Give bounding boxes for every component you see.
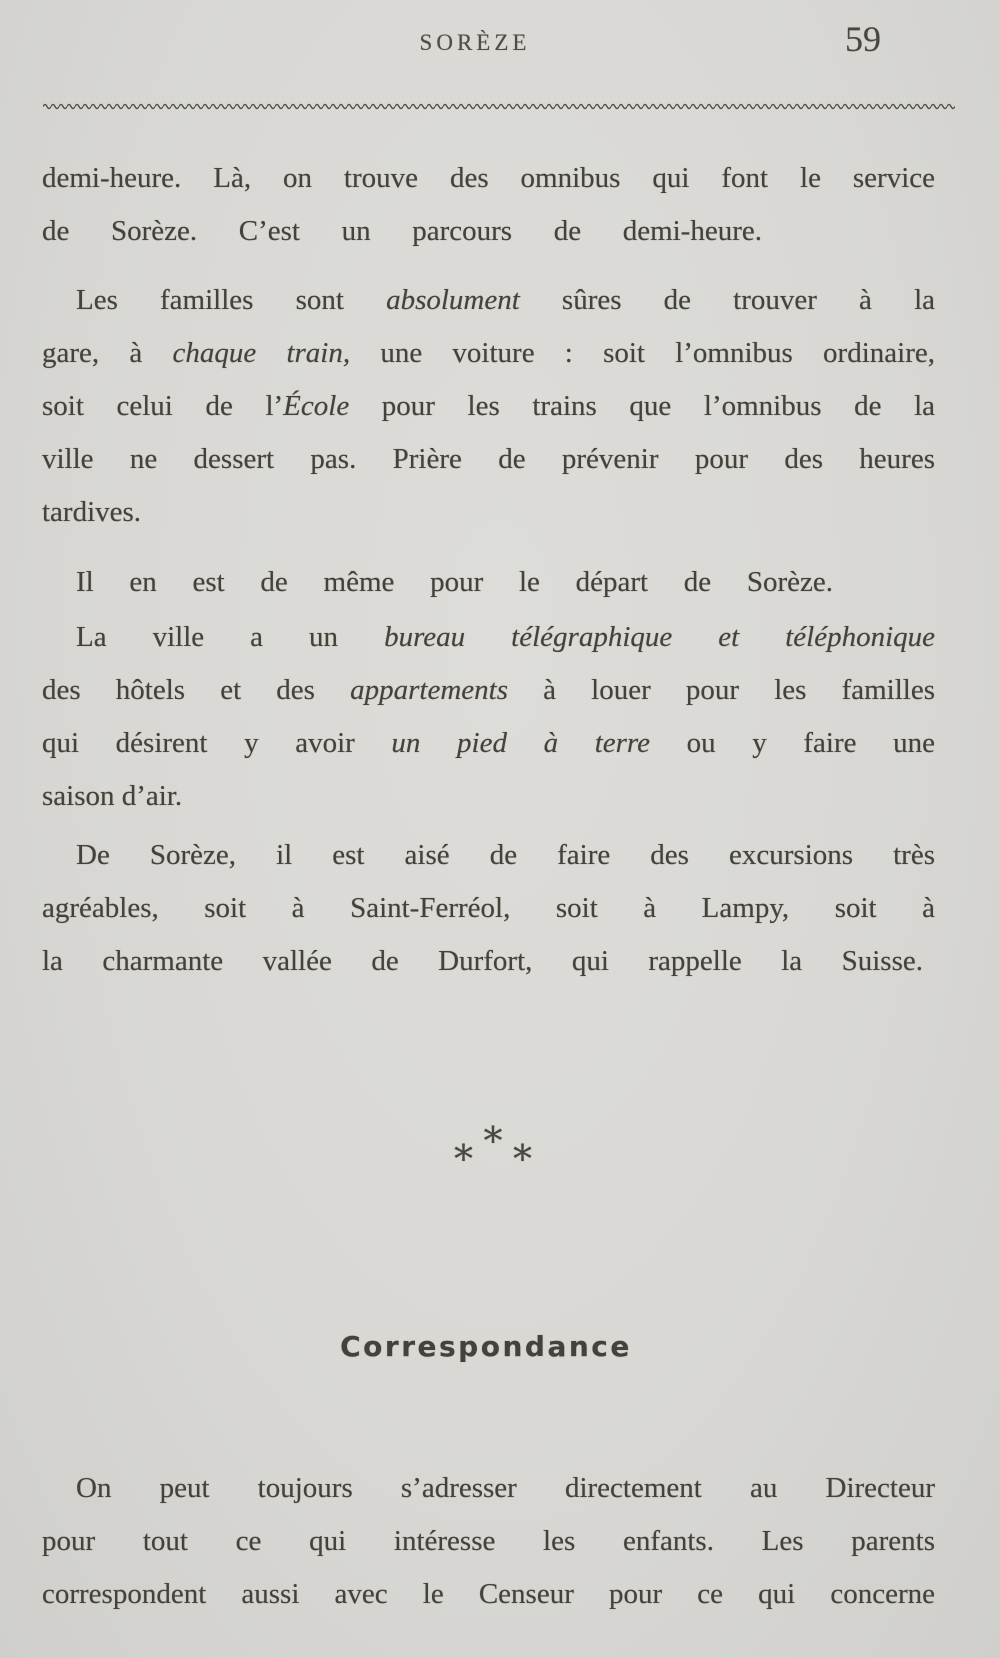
text-line <box>42 664 935 717</box>
text-segment: soit celui de l’ <box>42 390 284 422</box>
text-line <box>42 882 935 935</box>
paragraph <box>42 556 935 609</box>
paragraph <box>42 1462 935 1621</box>
text-line <box>42 1462 935 1515</box>
text-segment: pour tout ce qui intéresse les enfants. Les parents <box>42 1525 935 1557</box>
text-line <box>42 380 935 433</box>
text-line <box>42 205 762 258</box>
italic-text-segment: chaque train, <box>172 337 351 369</box>
text-segment: sûres de trouver à la <box>519 284 935 316</box>
text-segment: tardives. <box>42 496 142 528</box>
text-line <box>42 433 935 486</box>
text-segment: ou y faire une <box>650 727 935 759</box>
italic-text-segment: appartements <box>350 674 508 706</box>
text-segment: gare, à <box>42 337 173 369</box>
text-segment: de Sorèze. C’est un parcours de demi-heure. <box>42 215 762 247</box>
text-segment: une voiture : soit l’omnibus ordinaire, <box>350 337 935 369</box>
text-line <box>42 274 935 327</box>
text-segment: saison d’air. <box>42 780 183 812</box>
asterisk-icon: * <box>513 1137 532 1181</box>
text-segment: Les familles sont <box>76 284 387 316</box>
italic-text-segment: un pied à terre <box>391 727 651 759</box>
page-number: 59 <box>845 19 881 59</box>
paragraph <box>42 611 935 823</box>
paragraph <box>42 829 935 988</box>
text-segment: Il en est de même pour le départ de Sorèze. <box>76 566 833 598</box>
text-segment: demi-heure. Là, on trouve des omnibus qui font le service <box>42 162 935 194</box>
text-line <box>42 829 935 882</box>
text-segment: à louer pour les familles <box>508 674 935 706</box>
text-line <box>42 1568 935 1621</box>
asterism-divider <box>0 1119 986 1192</box>
text-line <box>42 611 935 664</box>
text-line <box>42 486 935 539</box>
asterisk-icon: * <box>454 1137 473 1181</box>
text-segment: pour les trains que l’omnibus de la <box>349 390 936 422</box>
wavy-rule-divider <box>43 100 955 110</box>
text-segment: des hôtels et des <box>42 674 351 706</box>
section-heading: Correspondance <box>340 1330 632 1363</box>
text-segment: On peut toujours s’adresser directement au Directeur <box>76 1472 935 1504</box>
paragraph <box>42 274 935 539</box>
asterisk-icon: * <box>483 1119 503 1163</box>
text-segment: La ville a un <box>76 621 385 653</box>
paragraph <box>42 152 935 258</box>
text-segment: la charmante vallée de Durfort, qui rappelle la Suisse. <box>42 945 923 977</box>
text-line <box>42 935 923 988</box>
text-segment: qui désirent y avoir <box>42 727 392 759</box>
text-line <box>42 327 935 380</box>
text-line <box>42 717 935 770</box>
text-segment: correspondent aussi avec le Censeur pour ce qui concerne <box>42 1578 935 1610</box>
asterism-cluster <box>451 1119 535 1192</box>
text-segment: De Sorèze, il est aisé de faire des excursions très <box>76 839 935 871</box>
text-segment: ville ne dessert pas. Prière de prévenir pour des heures <box>42 443 935 475</box>
italic-text-segment: absolument <box>386 284 520 316</box>
text-segment: agréables, soit à Saint-Ferréol, soit à Lampy, soit à <box>42 892 935 924</box>
text-line <box>42 152 935 205</box>
body-text <box>42 152 935 988</box>
italic-text-segment: bureau télégraphique et téléphonique <box>384 621 935 653</box>
italic-text-segment: École <box>283 390 350 422</box>
text-line <box>42 770 935 823</box>
correspondance-text <box>42 1462 935 1621</box>
text-line <box>42 1515 935 1568</box>
text-line <box>42 556 833 609</box>
running-head-title: SORÈZE <box>419 30 531 55</box>
